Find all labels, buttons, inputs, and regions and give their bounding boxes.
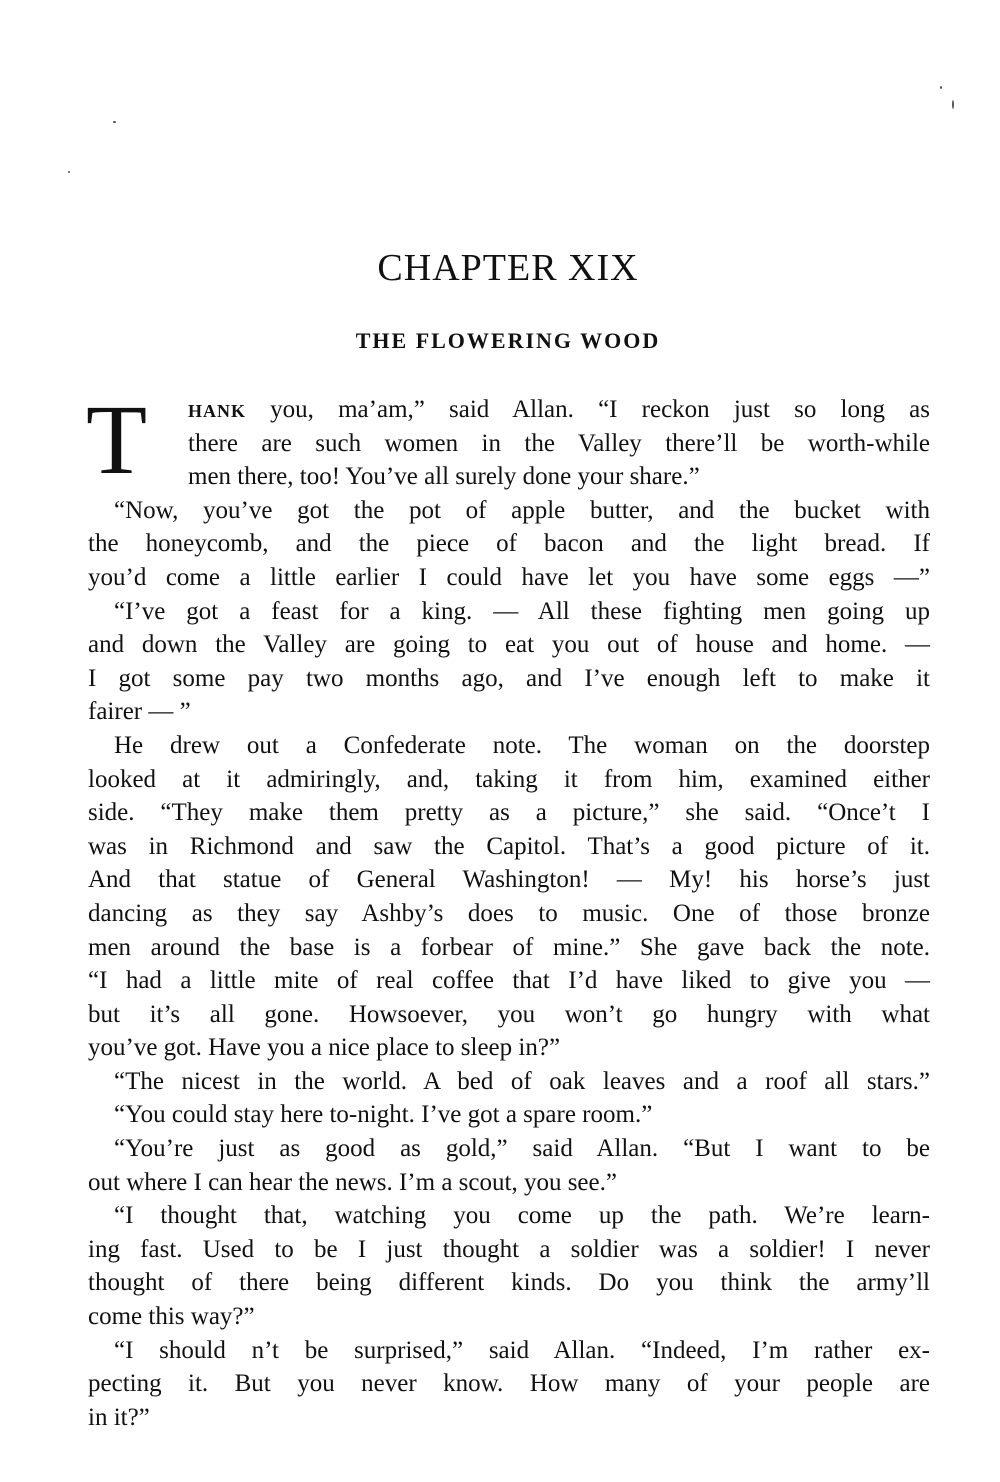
text-line: but it’s all gone. Howsoever, you won’t go hungry with what — [88, 1000, 930, 1028]
text-line: there are such women in the Valley there’ll be worth-while — [188, 429, 930, 457]
chapter-title: CHAPTER XIX — [377, 247, 639, 289]
text-line: looked at it admiringly, and, taking it from him, examined either — [88, 765, 930, 793]
body-text — [86, 384, 930, 1434]
text-line: He drew out a Confederate note. The woman on the doorstep — [114, 731, 930, 759]
print-speck — [68, 171, 70, 173]
text-line: men around the base is a forbear of mine.” She gave back the note. — [88, 933, 930, 961]
print-speck — [113, 121, 116, 123]
text-line: “I should n’t be surprised,” said Allan. “Indeed, I’m rather ex- — [114, 1336, 930, 1364]
opening-smallcaps: HANK — [188, 401, 246, 421]
text-line: was in Richmond and saw the Capitol. That’s a good picture of it. — [88, 832, 930, 860]
text-line: pecting it. But you never know. How many of your people are — [88, 1370, 930, 1398]
text-line: you’d come a little earlier I could have let you have some eggs —” — [88, 563, 930, 591]
text-line: And that statue of General Washington! — My! his horse’s just — [88, 866, 930, 894]
text-line: come this way?” — [88, 1303, 255, 1331]
text-line: “I thought that, watching you come up the path. We’re learn- — [114, 1202, 930, 1230]
text-line: the honeycomb, and the piece of bacon and the light bread. If — [88, 530, 930, 558]
text-line: I got some pay two months ago, and I’ve enough left to make it — [88, 664, 930, 692]
text-line: “You’re just as good as gold,” said Allan. “But I want to be — [114, 1135, 930, 1163]
drop-cap: T — [86, 384, 148, 495]
text-line: in it?” — [88, 1403, 150, 1431]
print-speck — [940, 86, 942, 89]
text-line: “You could stay here to-night. I’ve got a spare room.” — [114, 1101, 653, 1129]
text-line: “I’ve got a feast for a king. — All these fighting men going up — [114, 597, 930, 625]
text-line: and down the Valley are going to eat you out of house and home. — — [88, 631, 930, 659]
text-line: you’ve got. Have you a nice place to sleep in?” — [88, 1034, 561, 1062]
print-speck — [952, 100, 954, 109]
text-line-content: you, ma’am,” said Allan. “I reckon just so long as — [246, 396, 930, 423]
text-line: fairer — ” — [88, 698, 191, 726]
text-line: side. “They make them pretty as a picture,” she said. “Once’t I — [88, 799, 930, 827]
chapter-subtitle: THE FLOWERING WOOD — [355, 328, 661, 353]
text-line: thought of there being different kinds. Do you think the army’ll — [88, 1269, 930, 1297]
text-line: men there, too! You’ve all surely done your share.” — [188, 463, 700, 491]
text-line: out where I can hear the news. I’m a scout, you see.” — [88, 1168, 617, 1196]
text-line: “The nicest in the world. A bed of oak leaves and a roof all stars.” — [114, 1067, 930, 1095]
text-line: dancing as they say Ashby’s does to music. One of those bronze — [88, 899, 930, 927]
text-line: “I had a little mite of real coffee that I’d have liked to give you — — [88, 967, 930, 995]
text-line — [88, 393, 930, 427]
text-line: “Now, you’ve got the pot of apple butter, and the bucket with — [114, 496, 930, 524]
text-line: ing fast. Used to be I just thought a soldier was a soldier! I never — [88, 1235, 930, 1263]
